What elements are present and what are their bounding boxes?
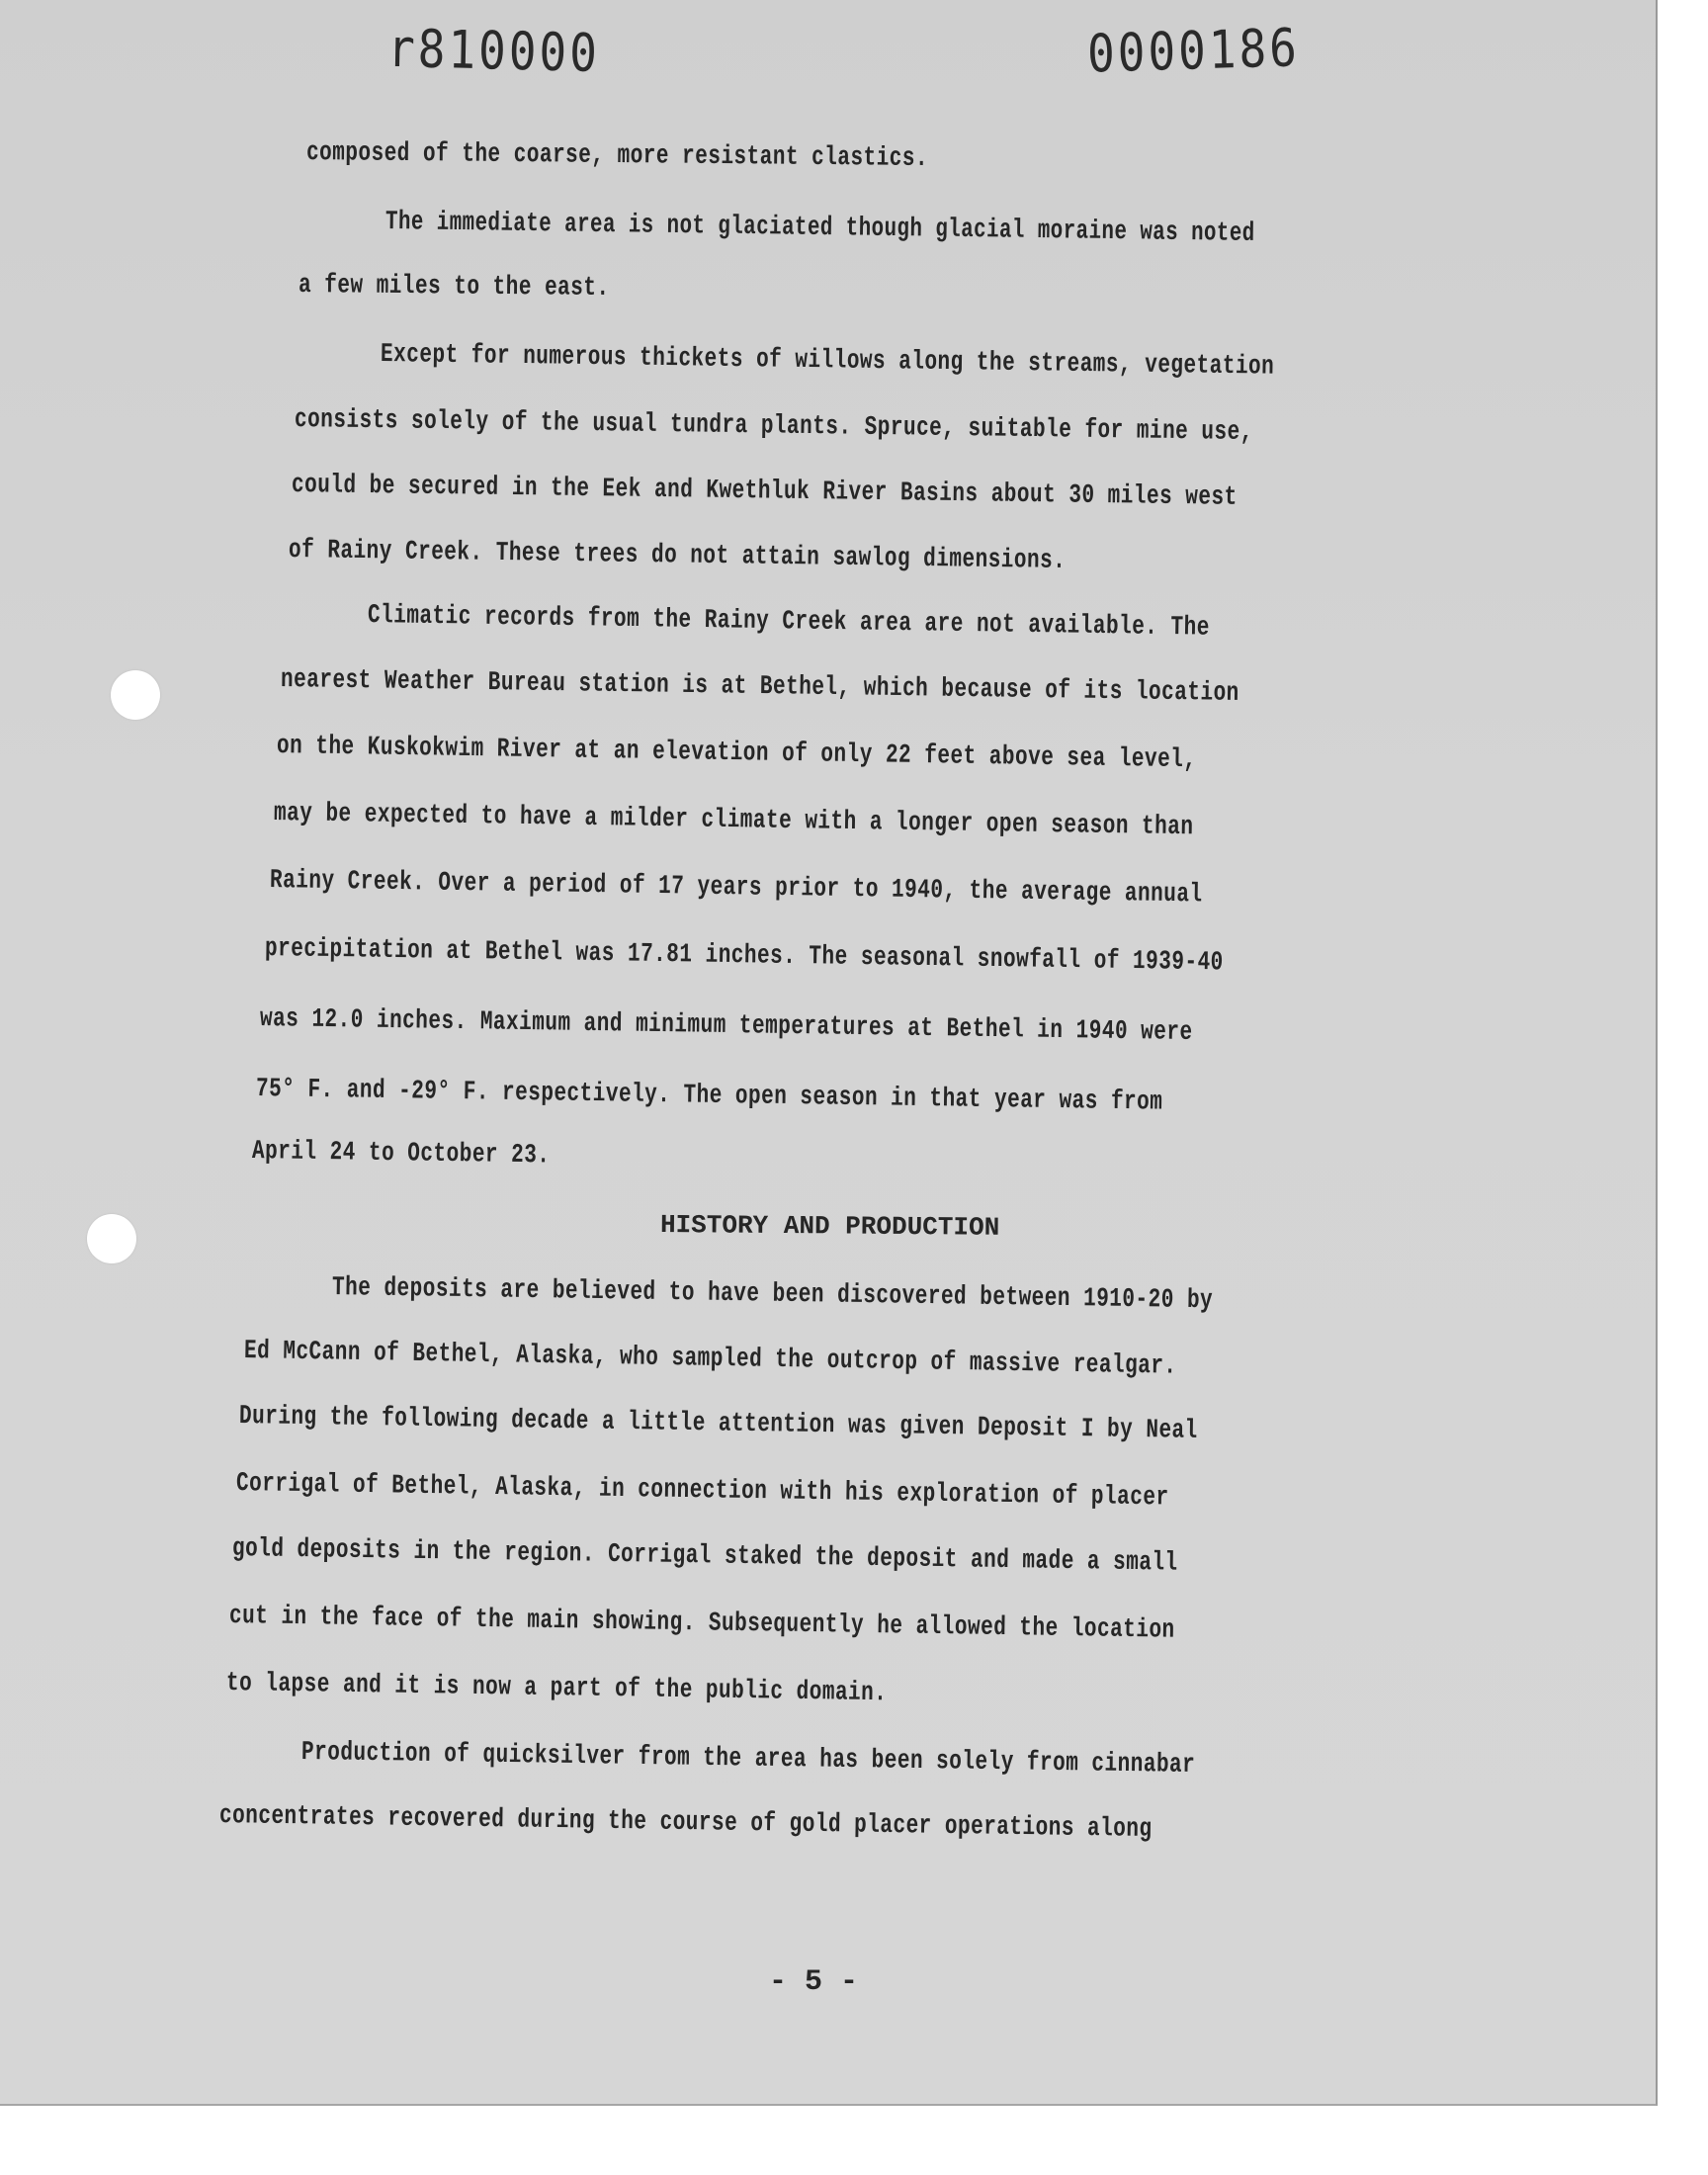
body-line-25: concentrates recovered during the course of gold placer operations along [218, 1801, 1153, 1845]
body-line-5: consists solely of the usual tundra plants. Spruce, suitable for mine use, [294, 405, 1253, 449]
body-line-17: The deposits are believed to have been discovered between 1910-20 by [331, 1273, 1214, 1317]
page-number: - 5 - [769, 1965, 859, 1999]
body-line-7: of Rainy Creek. These trees do not attain sawlog dimensions. [288, 536, 1067, 576]
document-id-right: 0000186 [1086, 16, 1301, 85]
body-line-12: Rainy Creek. Over a period of 17 years prior to 1940, the average annual [269, 866, 1203, 911]
body-line-24: Production of quicksilver from the area has been solely from cinnabar [300, 1738, 1196, 1781]
body-line-8: Climatic records from the Rainy Creek area are not available. The [367, 601, 1211, 644]
body-line-23: to lapse and it is now a part of the public domain. [225, 1669, 888, 1709]
body-line-18: Ed McCann of Bethel, Alaska, who sampled the outcrop of massive realgar. [243, 1337, 1177, 1382]
body-line-20: Corrigal of Bethel, Alaska, in connection with his exploration of placer [235, 1469, 1169, 1514]
body-line-22: cut in the face of the main showing. Subsequently he allowed the location [228, 1602, 1175, 1646]
body-line-21: gold deposits in the region. Corrigal staked the deposit and made a small [231, 1534, 1178, 1579]
body-line-1: composed of the coarse, more resistant clastics. [305, 138, 929, 175]
body-line-9: nearest Weather Bureau station is at Bethel, which because of its location [280, 665, 1239, 709]
section-heading: HISTORY AND PRODUCTION [659, 1210, 1000, 1243]
body-line-11: may be expected to have a milder climate with a longer open season than [273, 799, 1194, 843]
punch-hole-lower [87, 1214, 136, 1263]
body-line-3: a few miles to the east. [298, 271, 610, 304]
document-id-left: r810000 [386, 17, 601, 84]
body-line-15: 75° F. and -29° F. respectively. The open season in that year was from [255, 1075, 1163, 1118]
body-line-19: During the following decade a little attention was given Deposit I by Neal [238, 1402, 1198, 1446]
body-line-4: Except for numerous thickets of willows along the streams, vegetation [380, 340, 1275, 383]
body-line-16: April 24 to October 23. [251, 1137, 551, 1172]
body-line-14: was 12.0 inches. Maximum and minimum temperatures at Bethel in 1940 were [259, 1004, 1193, 1048]
body-line-2: The immediate area is not glaciated though glacial moraine was noted [384, 208, 1255, 249]
body-line-13: precipitation at Bethel was 17.81 inches. The seasonal snowfall of 1939-40 [264, 934, 1224, 979]
body-line-10: on the Kuskokwim River at an elevation of only 22 feet above sea level, [276, 732, 1197, 776]
body-line-6: could be secured in the Eek and Kwethluk River Basins about 30 miles west [291, 471, 1238, 513]
punch-hole-upper [111, 670, 160, 720]
